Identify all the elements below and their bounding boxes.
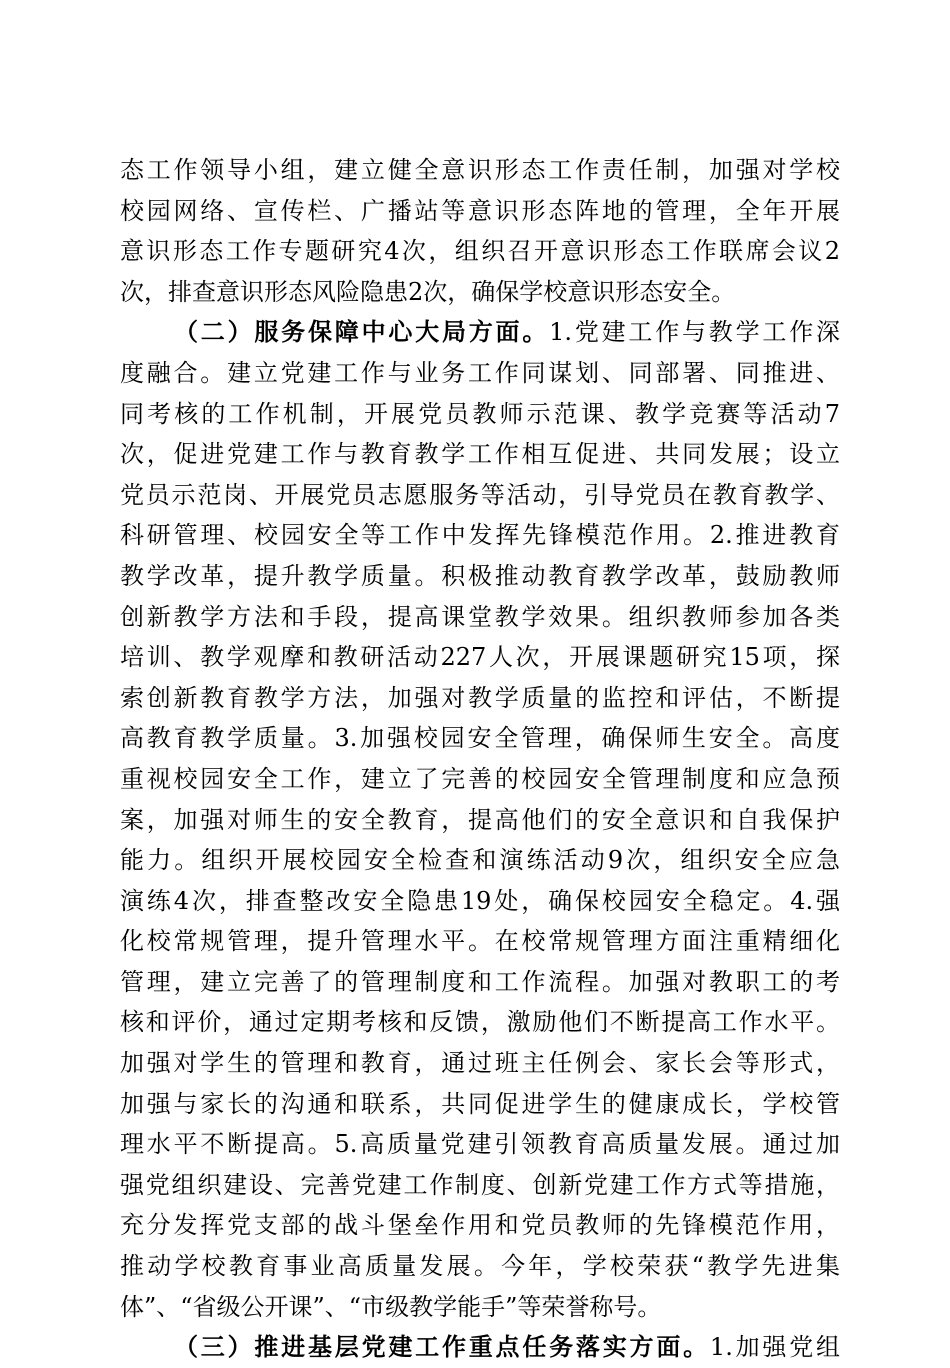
paragraph-2-line: 重视校园安全工作，建立了完善的校园安全管理制度和应急预 [120,764,840,793]
paragraph-2-line: 推动学校教育事业高质量发展。今年，学校荣获“教学先进集 [120,1252,840,1281]
paragraph-2-line: 科研管理、校园安全等工作中发挥先锋模范作用。2.推进教育 [120,521,840,550]
paragraph-1-line-2: 校园网络、宣传栏、广播站等意识形态阵地的管理，全年开展 [120,196,840,225]
paragraph-2-line: 强党组织建设、完善党建工作制度、创新党建工作方式等措施， [120,1170,840,1199]
paragraph-2-line: 充分发挥党支部的战斗堡垒作用和党员教师的先锋模范作用， [120,1211,840,1240]
document-body [120,150,840,1368]
paragraph-2-line: 管理，建立完善了的管理制度和工作流程。加强对教职工的考 [120,967,840,996]
paragraph-2-line: 党员示范岗、开展党员志愿服务等活动，引导党员在教育教学、 [120,480,840,509]
paragraph-2-line: 创新教学方法和手段，提高课堂教学效果。组织教师参加各类 [120,602,840,631]
paragraph-2-line: 同考核的工作机制，开展党员教师示范课、教学竞赛等活动7 [120,399,840,428]
paragraph-2-line: 案，加强对师生的安全教育，提高他们的安全意识和自我保护 [120,805,840,834]
paragraph-3-first-line [120,1327,840,1368]
paragraph-2-first-line-rest: 1.党建工作与教学工作深 [549,318,840,347]
paragraph-2-line: 高教育教学质量。3.加强校园安全管理，确保师生安全。高度 [120,724,840,753]
paragraph-2-line: 能力。组织开展校园安全检查和演练活动9次，组织安全应急 [120,846,840,875]
paragraph-1-line-3: 意识形态工作专题研究4次，组织召开意识形态工作联席会议2 [120,237,840,266]
paragraph-2-line: 培训、教学观摩和教研活动227人次，开展课题研究15项，探 [120,643,840,672]
paragraph-2-line: 加强对学生的管理和教育，通过班主任例会、家长会等形式， [120,1049,840,1078]
paragraph-2-line: 体”、“省级公开课”、“市级教学能手”等荣誉称号。 [120,1292,662,1321]
section-heading-3: （三）推进基层党建工作重点任务落实方面。 [174,1332,710,1362]
paragraph-3-first-line-rest: 1.加强党组 [709,1333,841,1362]
paragraph-1-line-1: 态工作领导小组，建立健全意识形态工作责任制，加强对学校 [120,156,840,184]
paragraph-2-line: 理水平不断提高。5.高质量党建引领教育高质量发展。通过加 [120,1130,840,1159]
paragraph-2-line: 次，促进党建工作与教育教学工作相互促进、共同发展；设立 [120,440,840,469]
paragraph-2-line: 演练4次，排查整改安全隐患19处，确保校园安全稳定。4.强 [120,886,840,915]
section-heading-2: （二）服务保障中心大局方面。 [174,317,550,347]
paragraph-2-line: 核和评价，通过定期考核和反馈，激励他们不断提高工作水平。 [120,1008,840,1037]
paragraph-2-line: 索创新教育教学方法，加强对教学质量的监控和评估，不断提 [120,683,840,712]
paragraph-2-line: 教学改革，提升教学质量。积极推动教育教学改革，鼓励教师 [120,561,840,590]
paragraph-1-line-4: 次，排查意识形态风险隐患2次，确保学校意识形态安全。 [120,277,736,306]
paragraph-2-line: 化校常规管理，提升管理水平。在校常规管理方面注重精细化 [120,927,840,956]
paragraph-2-first-line [120,312,840,353]
paragraph-2-line: 度融合。建立党建工作与业务工作同谋划、同部署、同推进、 [120,358,840,387]
paragraph-2-line: 加强与家长的沟通和联系，共同促进学生的健康成长，学校管 [120,1089,840,1118]
